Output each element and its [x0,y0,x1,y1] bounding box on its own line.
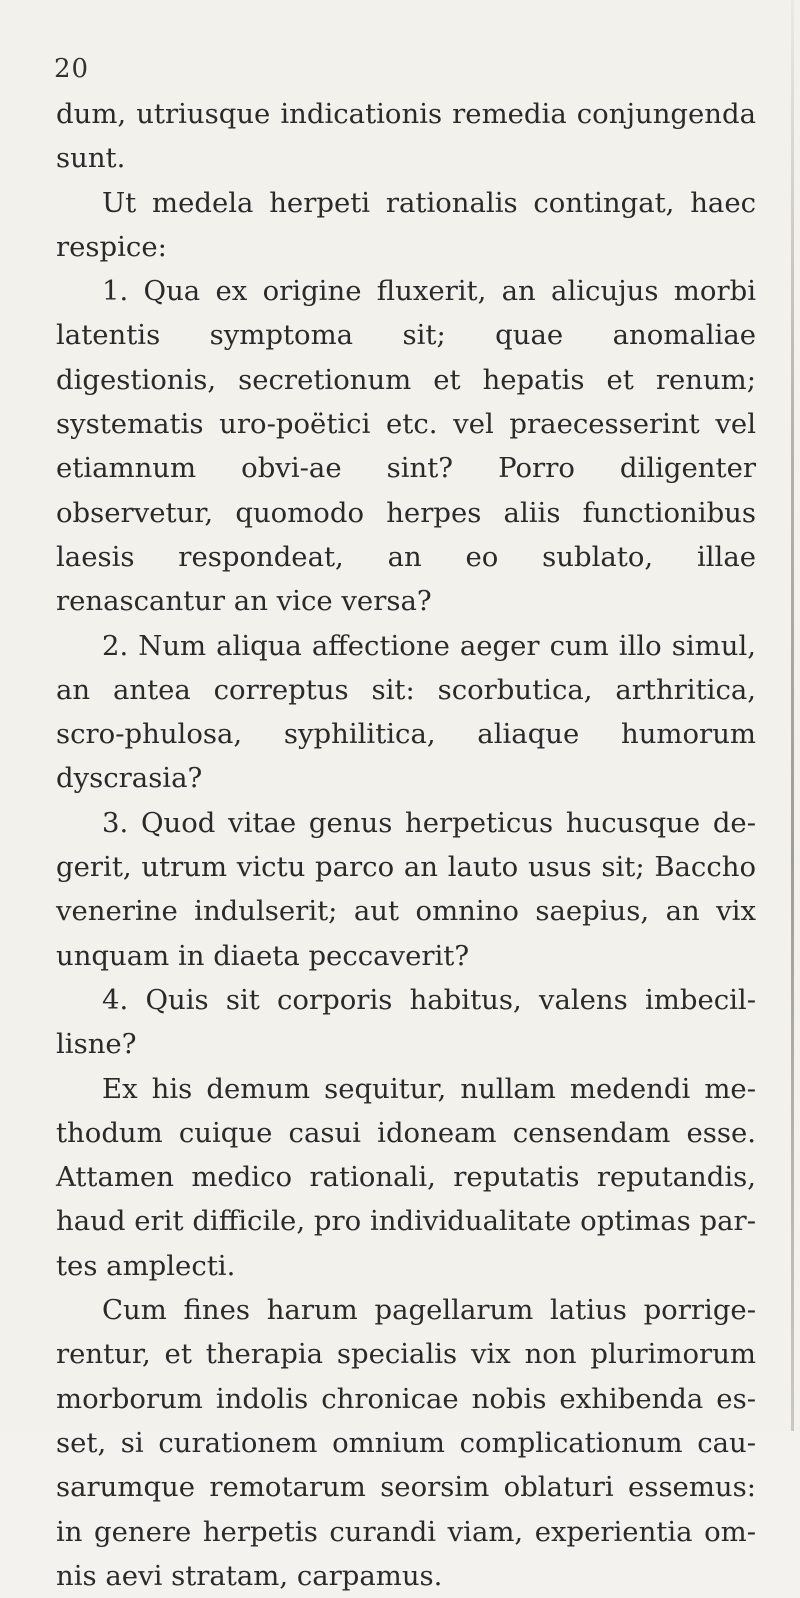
paragraph-final: Cum fines harum pagellarum latius porrige-rentur, et therapia specialis vix non plurimorum morborum indolis chronicae nobis exhibenda es-set, si curationem omnium complicationum cau-sarumque remotarum seorsim oblaturi essemus: in genere herpetis curandi viam, experientia om-nis aevi stratam, carpamus. [56,1294,756,1592]
paragraph-item-2: 2. Num aliqua affectione aeger cum illo simul, an antea correptus sit: scorbutica, arthritica, scro-phulosa, syphilitica, aliaque humorum dyscrasia? [56,629,756,795]
paragraph-conclusion: Ex his demum sequitur, nullam medendi me-thodum cuique casui idoneam censendam esse. Attamen medico rationali, reputatis reputandis, haud erit difficile, pro individualitate optimas par-tes amplecti. [56,1072,756,1282]
page-number: 20 [54,54,90,84]
page-edge-shadow [791,0,794,1431]
paragraph-item-1: 1. Qua ex origine fluxerit, an alicujus morbi latentis symptoma sit; quae anomaliae digestionis, secretionum et hepatis et renum; systematis uro-poëtici etc. vel praecesserint vel etiamnum obvi-ae sint? Porro diligenter observetur, quomodo herpes aliis functionibus laesis respondeat, an eo sublato, illae renascantur an vice versa? [56,275,756,618]
paragraph-intro: Ut medela herpeti rationalis contingat, haec respice: [56,186,756,263]
paragraph-continuation: dum, utriusque indicationis remedia conjungenda sunt. [56,98,756,175]
paragraph-item-3: 3. Quod vitae genus herpeticus hucusque de-gerit, utrum victu parco an lauto usus sit; Baccho venerine indulserit; aut omnino saepius, an vix unquam in diaeta peccaverit? [56,806,756,972]
paragraph-item-4: 4. Quis sit corporis habitus, valens imbecil-lisne? [56,983,756,1061]
body-text [56,92,756,1598]
